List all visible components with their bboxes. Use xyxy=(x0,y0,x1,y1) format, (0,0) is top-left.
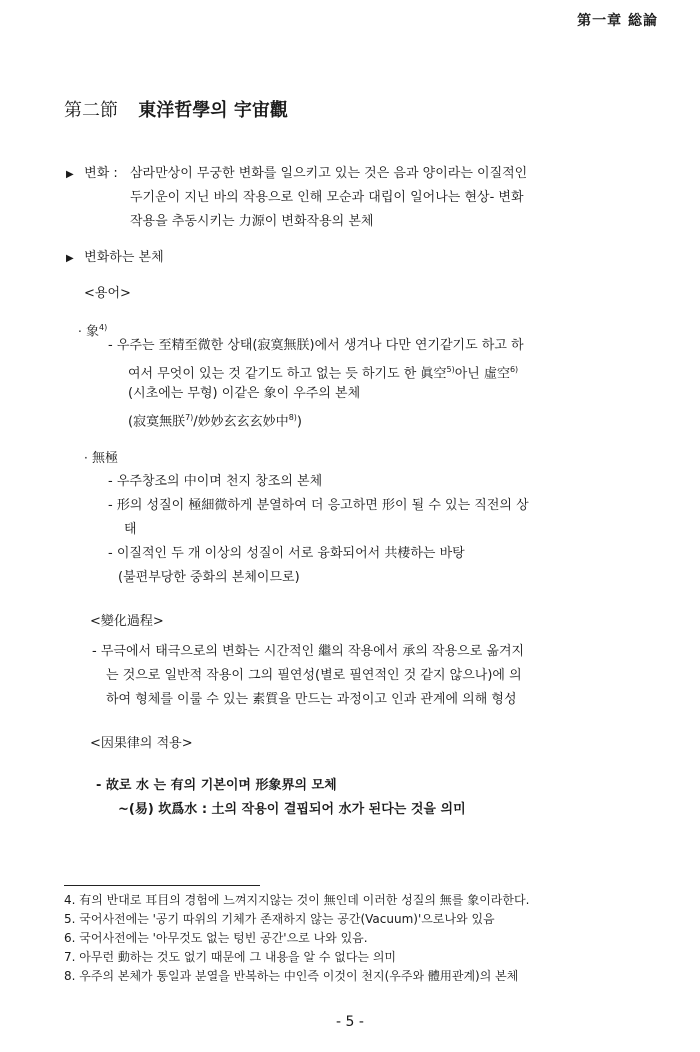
triangle-bullet-icon: ▶ xyxy=(66,169,74,180)
sang-line-4 xyxy=(128,406,302,434)
causality-line-2 xyxy=(118,798,466,822)
footnote-ref-6: 6) xyxy=(509,365,519,374)
changing-body-heading: 변화하는 본체 xyxy=(84,250,164,265)
sang-line-4-text-a: (寂寞無朕 xyxy=(128,414,186,430)
footnote-7: 7. 아무런 動하는 것도 없기 때문에 그 내용을 알 수 없다는 의미 xyxy=(64,950,397,964)
footnote-8: 8. 우주의 본체가 통일과 분열을 반복하는 中인즉 이것이 천지(우주와 體用관계)의 본체 xyxy=(64,969,519,983)
bullet-change xyxy=(66,162,118,187)
sang-line-1: - 우주는 至精至微한 상태(寂寞無朕)에서 생겨나 다만 연기같기도 하고 하 xyxy=(108,338,524,353)
causality-line-2-text: ~(易) 坎爲水 : 土의 작용이 결핍되어 水가 된다는 것을 의미 xyxy=(118,802,466,817)
sang-footnote-ref: 4) xyxy=(98,323,108,332)
mugeuk-line-1: - 우주창조의 中이며 천지 창조의 본체 xyxy=(108,474,323,489)
terms-heading: <용어> xyxy=(84,286,131,301)
mugeuk-line-5: (불편부당한 중화의 본체이므로) xyxy=(118,570,300,585)
footnote-ref-8: 8) xyxy=(288,413,297,422)
chapter-header: 第一章 総論 xyxy=(577,13,658,29)
section-heading: 東洋哲學의 宇宙觀 xyxy=(138,100,288,121)
mugeuk-label: 無極 xyxy=(91,451,118,466)
sang-line-4-text-b: /妙妙玄玄玄妙中 xyxy=(193,414,289,430)
dot-bullet-icon: · xyxy=(84,451,88,465)
mugeuk-line-3: 태 xyxy=(124,522,137,537)
section-number: 第二節 xyxy=(64,100,118,121)
change-line-1: 삼라만상이 무궁한 변화를 일으키고 있는 것은 음과 양이라는 이질적인 xyxy=(130,166,528,181)
footnote-6: 6. 국어사전에는 '아무것도 없는 텅빈 공간'으로 나와 있음. xyxy=(64,931,368,945)
dot-bullet-icon: · xyxy=(78,324,82,339)
process-line-1: - 무극에서 태극으로의 변화는 시간적인 繼의 작용에서 承의 작용으로 옮겨지 xyxy=(92,644,525,659)
bullet-changing-body xyxy=(66,246,164,271)
change-line-3: 작용을 추동시키는 力源이 변화작용의 본체 xyxy=(130,214,374,229)
mugeuk-line-2: - 形의 성질이 極細微하게 분열하여 더 응고하면 形이 될 수 있는 직전의 상 xyxy=(108,498,529,513)
causality-heading: <因果律의 적용> xyxy=(90,736,193,751)
causality-line-1 xyxy=(96,774,337,798)
footnote-4: 4. 有의 반대로 耳目의 경험에 느껴지지않는 것이 無인데 이러한 성질의 無를 象이라한다. xyxy=(64,893,530,907)
footnote-ref-7: 7) xyxy=(185,413,194,422)
sang-line-2-text-a: 여서 무엇이 있는 것 같기도 하고 없는 듯 하기도 한 眞空 xyxy=(128,366,447,382)
page-number: - 5 - xyxy=(336,1014,364,1030)
sang-line-4-text-c: ) xyxy=(296,414,302,430)
triangle-bullet-icon: ▶ xyxy=(66,253,74,264)
sang-label: 象 xyxy=(85,324,99,340)
footnote-5: 5. 국어사전에는 '공기 따위의 기체가 존재하지 않는 공간(Vacuum)'으로나와 있음 xyxy=(64,912,495,926)
process-line-3: 하여 형체를 이룰 수 있는 素質을 만드는 과정이고 인과 관계에 의해 형성 xyxy=(106,692,517,707)
change-process-heading: <變化過程> xyxy=(90,614,164,629)
process-line-2: 는 것으로 일반적 작용이 그의 필연성(별로 필연적인 것 같지 않으나)에 의 xyxy=(106,668,522,683)
mugeuk-line-4: - 이질적인 두 개 이상의 성질이 서로 융화되어서 共棲하는 바탕 xyxy=(108,546,465,561)
footnote-ref-5: 5) xyxy=(446,365,455,374)
section-title xyxy=(64,96,288,122)
term-mugeuk xyxy=(84,446,118,471)
sang-line-2-text-b: 아닌 虛空 xyxy=(454,366,510,382)
term-sang xyxy=(78,316,107,344)
causality-line-1-text: - 故로 水 는 有의 기본이며 形象界의 모체 xyxy=(96,778,337,793)
footnote-divider xyxy=(64,885,260,886)
sang-line-3: (시초에는 무형) 이같은 象이 우주의 본체 xyxy=(128,386,361,401)
change-label: 변화 : xyxy=(84,166,118,181)
change-line-2: 두기운이 지닌 바의 작용으로 인해 모순과 대립이 일어나는 현상- 변화 xyxy=(130,190,524,205)
